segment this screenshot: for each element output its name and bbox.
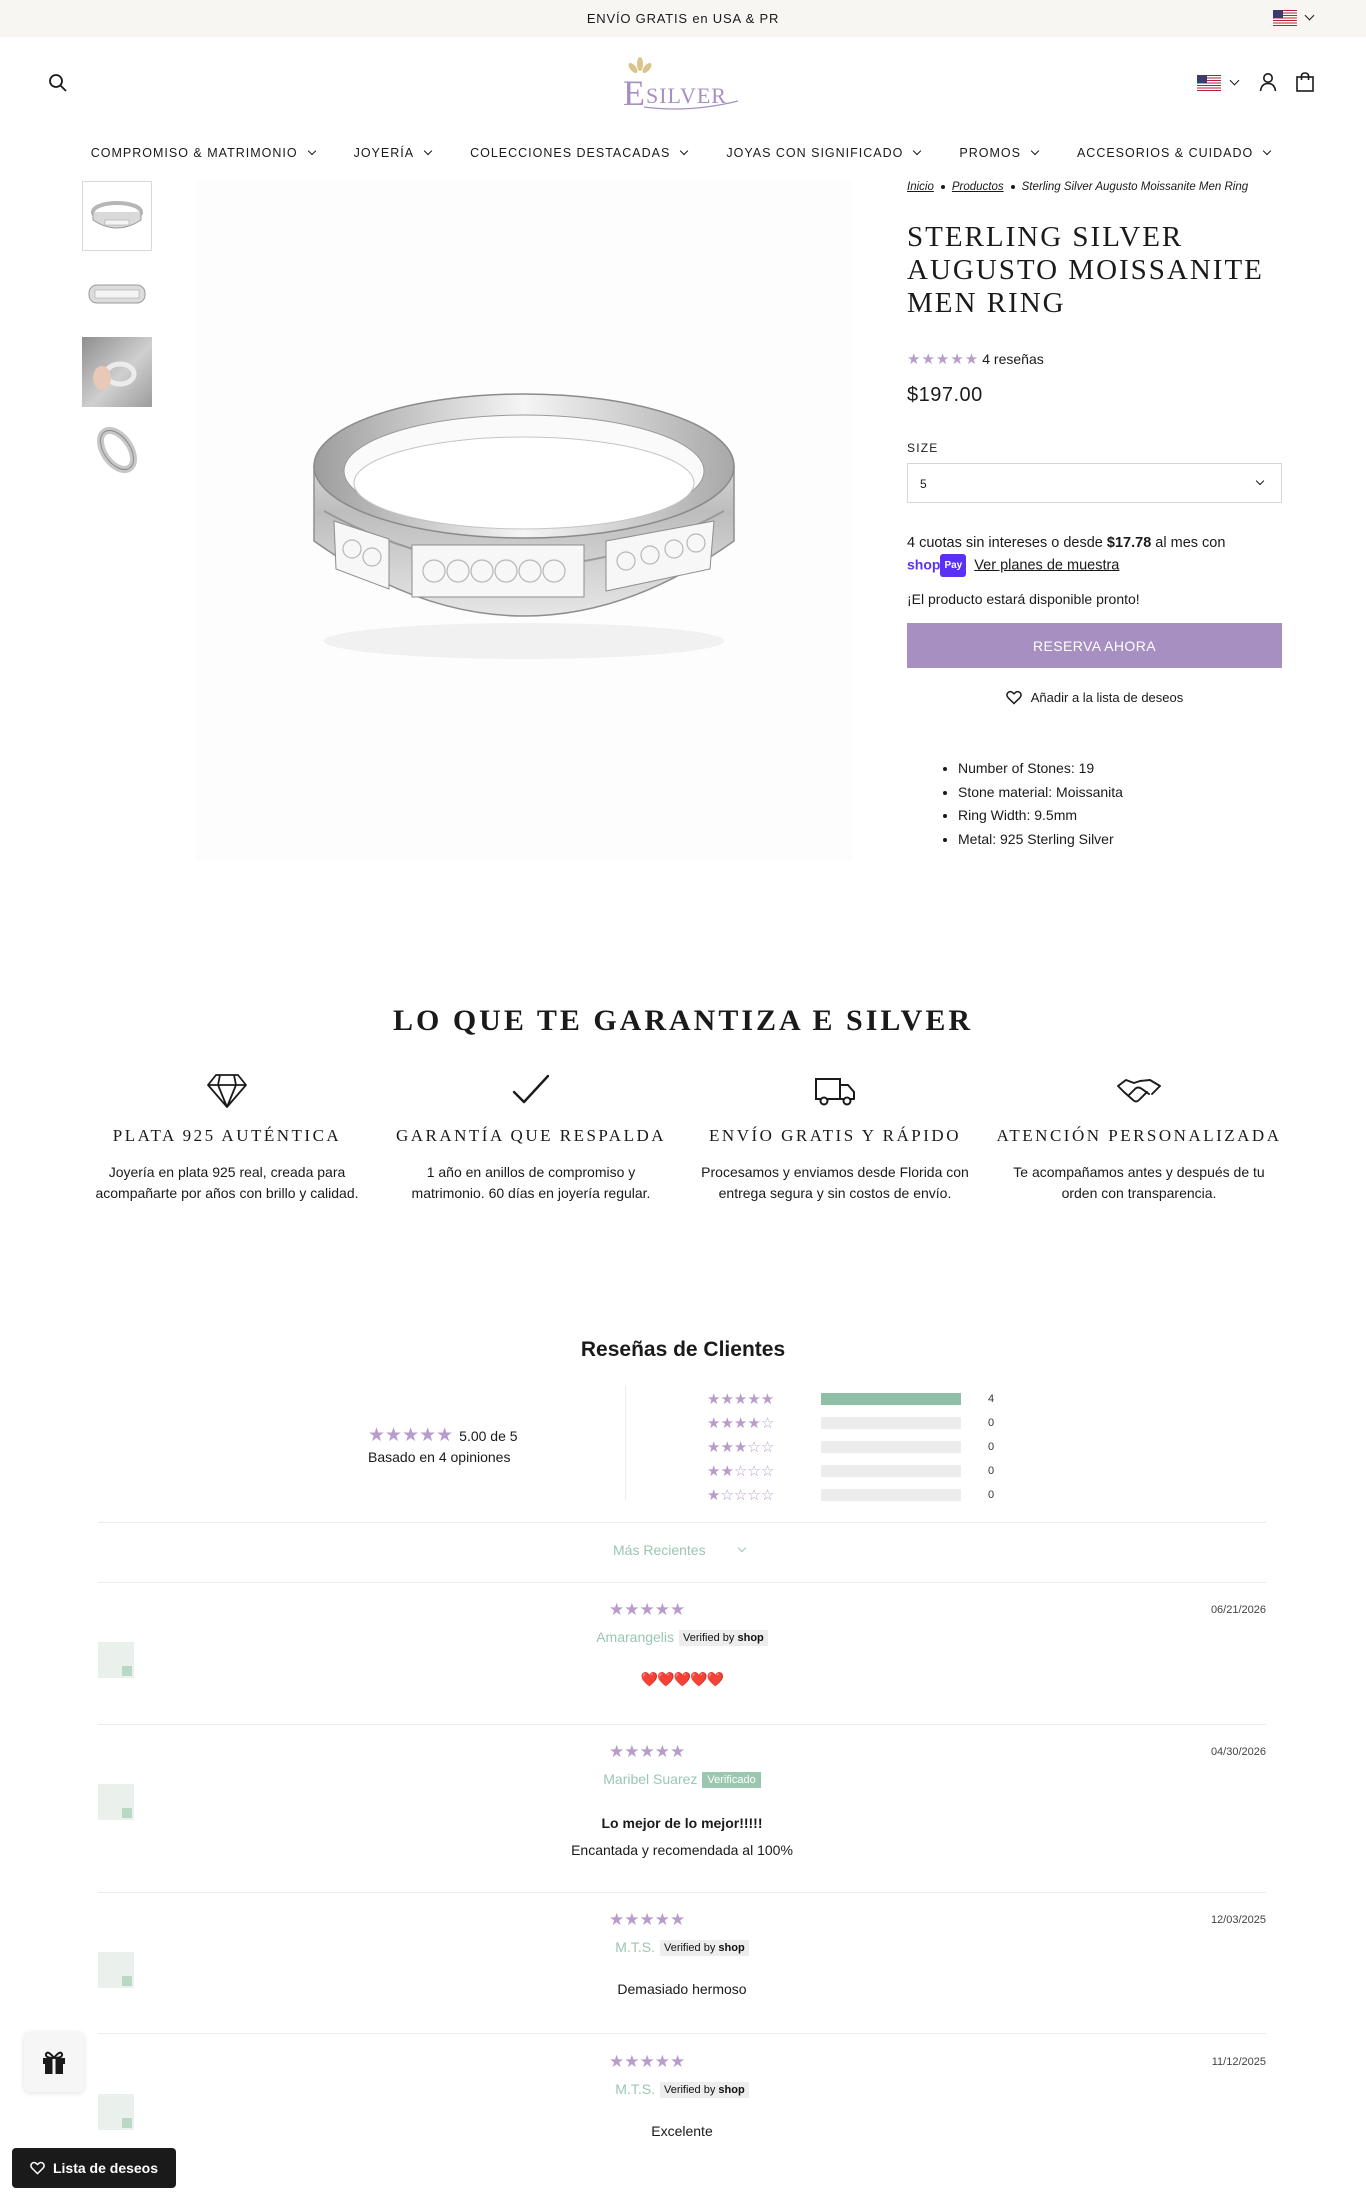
product-thumbnails (82, 181, 154, 493)
shop-pay-logo-pay: Pay (940, 554, 966, 577)
nav-label: JOYAS CON SIGNIFICADO (726, 146, 904, 160)
rewards-launcher[interactable] (24, 2032, 84, 2092)
spec-item: • Metal: 925 Sterling Silver (958, 828, 1282, 852)
size-select[interactable] (907, 463, 1282, 503)
spec-item: • Number of Stones: 19 (958, 757, 1282, 781)
spec-item: • Stone material: Moissanita (958, 781, 1282, 805)
account-icon[interactable] (1257, 71, 1279, 93)
histogram-bar (821, 1489, 961, 1501)
based-on-count: Basado en 4 opiniones (368, 1449, 511, 1465)
installments-text: 4 cuotas sin intereses o desde (907, 535, 1103, 551)
installments-suffix: al mes con (1155, 535, 1226, 551)
histogram-stars-icon: ★★★☆☆ (707, 1439, 775, 1456)
divider (98, 1892, 1266, 1893)
feature-free-shipping (683, 1072, 987, 1204)
feature-text: Procesamos y enviamos desde Florida con entrega segura y sin costos de envío. (701, 1164, 969, 1201)
site-header (0, 37, 1366, 129)
product-rating[interactable] (907, 350, 1282, 368)
main-nav (0, 142, 1366, 164)
product-specs (907, 757, 1282, 851)
badge-verified-text: Verified by (663, 1942, 716, 1955)
feature-title: ENVÍO GRATIS Y RÁPIDO (709, 1126, 961, 1145)
nav-item-compromiso[interactable] (91, 142, 320, 164)
chevron-down-icon (424, 147, 432, 155)
svg-text:SILVER: SILVER (646, 83, 727, 108)
breadcrumb-home-link[interactable]: Inicio (907, 181, 934, 193)
verified-badge: Verificado (702, 1772, 760, 1788)
svg-text:E: E (623, 73, 645, 111)
availability-notice: ¡El producto estará disponible pronto! (907, 591, 1140, 607)
nav-item-joyeria[interactable] (354, 142, 437, 164)
product-title: STERLING SILVER AUGUSTO MOISSANITE MEN RING (907, 221, 1264, 319)
feature-personal-attention (987, 1072, 1291, 1204)
histogram-bar (821, 1417, 961, 1429)
review-stars-icon: ★★★★★ (609, 1600, 686, 1619)
review-author-line (98, 1629, 1266, 1646)
cart-icon[interactable] (1294, 71, 1316, 93)
histogram-count: 0 (988, 1441, 995, 1453)
breadcrumb-products-link[interactable]: Productos (951, 181, 1004, 193)
product-price: $197.00 (907, 384, 983, 406)
average-rating: 5.00 de 5 (459, 1427, 518, 1444)
histogram-row[interactable] (707, 1483, 994, 1507)
feature-authentic-silver (75, 1072, 379, 1204)
histogram-row[interactable] (707, 1411, 994, 1435)
sort-dropdown[interactable] (613, 1542, 706, 1558)
divider (98, 1522, 1266, 1523)
ring-image (294, 371, 754, 671)
review-body: Excelente (651, 2123, 713, 2139)
nav-item-colecciones[interactable] (470, 142, 692, 164)
add-to-wishlist-button[interactable] (907, 690, 1282, 705)
histogram-bar (821, 1441, 961, 1453)
size-label: SIZE (907, 441, 939, 455)
reviews-title: Reseñas de Clientes (580, 1338, 786, 1361)
ring-thumbnail-image (89, 196, 145, 236)
badge-verified-text: Verified by (663, 2084, 716, 2097)
review-date: 11/12/2025 (1211, 2056, 1266, 2068)
verified-by-shop-badge (660, 2082, 749, 2098)
announcement-text: ENVÍO GRATIS en USA & PR (586, 11, 780, 26)
feature-text: 1 año en anillos de compromiso y matrimonio. 60 días en joyería regular. (411, 1164, 651, 1201)
histogram-stars-icon: ★★★★★ (707, 1391, 775, 1408)
histogram-row[interactable] (707, 1459, 994, 1483)
checkmark-icon (510, 1072, 552, 1110)
breadcrumb-separator (941, 185, 945, 189)
thumbnail-1[interactable] (82, 181, 152, 251)
main-product-image[interactable] (196, 181, 852, 861)
badge-shop-text: shop (737, 1632, 764, 1645)
installments-amount: $17.78 (1106, 535, 1152, 551)
us-flag-icon (1197, 75, 1221, 91)
review-author: M.T.S. (615, 2081, 655, 2097)
heart-icon (30, 2161, 45, 2175)
chevron-down-icon (1256, 477, 1264, 485)
rating-histogram (707, 1387, 994, 1507)
country-selector[interactable] (1273, 9, 1297, 27)
verified-by-shop-badge (660, 1940, 749, 1956)
nav-label: ACCESORIOS & CUIDADO (1076, 146, 1254, 160)
search-icon[interactable] (48, 73, 68, 93)
size-select-value: 5 (920, 477, 927, 491)
chevron-down-icon (1263, 147, 1271, 155)
histogram-stars-icon: ★☆☆☆☆ (707, 1487, 775, 1504)
review-author: Amarangelis (596, 1629, 675, 1645)
review-item (98, 1600, 1266, 1720)
histogram-row[interactable] (707, 1435, 994, 1459)
feature-title: PLATA 925 AUTÉNTICA (112, 1126, 342, 1145)
review-author: Maribel Suarez (603, 1771, 698, 1787)
breadcrumb (907, 181, 1282, 193)
guarantee-title: LO QUE TE GARANTIZA E SILVER (393, 1004, 973, 1037)
review-stars-icon: ★★★★★ (609, 2052, 686, 2071)
feature-warranty (379, 1072, 683, 1204)
thumbnail-4[interactable] (82, 415, 152, 485)
chevron-down-icon (307, 147, 315, 155)
esilver-logo[interactable] (620, 55, 746, 111)
histogram-count: 4 (988, 1393, 995, 1405)
chevron-down-icon (1031, 147, 1039, 155)
review-date: 04/30/2026 (1210, 1746, 1266, 1758)
histogram-stars-icon: ★★☆☆☆ (707, 1463, 775, 1480)
sort-label: Más Recientes (613, 1542, 706, 1558)
histogram-count: 0 (988, 1417, 995, 1429)
nav-item-accesorios[interactable] (1077, 142, 1275, 164)
ring-thumbnail-image (87, 279, 147, 309)
badge-shop-text: shop (718, 1942, 745, 1955)
histogram-count: 0 (988, 1489, 995, 1501)
review-body: Encantada y recomendada al 100% (571, 1842, 793, 1858)
gift-icon (40, 2048, 68, 2076)
diamond-icon (206, 1072, 248, 1110)
product-info (907, 181, 1282, 851)
breadcrumb-separator (1011, 185, 1015, 189)
nav-item-joyas-significado[interactable] (726, 142, 925, 164)
header-country-selector[interactable] (1197, 74, 1221, 92)
chevron-down-icon (738, 1544, 746, 1552)
badge-shop-text: shop (718, 2084, 745, 2097)
verified-by-shop-badge (679, 1630, 768, 1646)
us-flag-icon (1273, 10, 1297, 26)
chevron-down-icon (680, 147, 688, 155)
feature-title: ATENCIÓN PERSONALIZADA (996, 1126, 1282, 1145)
review-body: ❤️❤️❤️❤️❤️ (640, 1671, 724, 1687)
review-title: Lo mejor de lo mejor!!!!! (601, 1815, 763, 1831)
sample-plans-link[interactable]: Ver planes de muestra (974, 557, 1120, 574)
review-date: 06/21/2026 (1210, 1604, 1266, 1616)
feature-text: Te acompañamos antes y después de tu orden con transparencia. (1013, 1164, 1265, 1201)
announcement-bar (0, 0, 1366, 37)
installments-info (907, 533, 1282, 577)
review-item (98, 1742, 1266, 1882)
wishlist-floating-label: Lista de deseos (52, 2160, 159, 2176)
divider (98, 1724, 1266, 1725)
summary-stars-icon: ★★★★★ (368, 1425, 454, 1446)
review-item (98, 1910, 1266, 2030)
nav-label: JOYERÍA (353, 146, 415, 160)
badge-verified-text: Verified by (683, 1632, 735, 1645)
review-author-line (98, 1771, 1266, 1788)
histogram-bar (821, 1465, 961, 1477)
review-author-line (98, 2081, 1266, 2098)
review-item (98, 2052, 1266, 2172)
chevron-down-icon (1230, 76, 1240, 86)
histogram-stars-icon: ★★★★☆ (707, 1415, 775, 1432)
review-date: 12/03/2025 (1210, 1914, 1266, 1926)
chevron-down-icon (913, 147, 921, 155)
truck-icon (813, 1072, 857, 1110)
spec-item: • Ring Width: 9.5mm (958, 804, 1282, 828)
histogram-bar-fill (821, 1393, 961, 1405)
thumbnail-2[interactable] (82, 259, 152, 329)
thumbnail-3[interactable] (82, 337, 152, 407)
review-count-link[interactable]: 4 reseñas (982, 351, 1044, 367)
shop-pay-logo-shop: shop (907, 556, 941, 573)
feature-title: GARANTÍA QUE RESPALDA (395, 1126, 667, 1145)
rating-stars-icon: ★★★★★ (907, 351, 980, 368)
histogram-bar (821, 1393, 961, 1405)
nav-label: COMPROMISO & MATRIMONIO (90, 146, 298, 160)
divider (98, 1582, 1266, 1583)
histogram-count: 0 (988, 1465, 995, 1477)
review-body: Demasiado hermoso (617, 1981, 747, 1997)
wishlist-floating-button[interactable] (12, 2148, 176, 2188)
review-author-line (98, 1939, 1266, 1956)
review-stars-icon: ★★★★★ (609, 1910, 686, 1929)
histogram-row[interactable] (707, 1387, 994, 1411)
ring-thumbnail-image (92, 422, 142, 478)
handshake-icon (1116, 1072, 1162, 1110)
review-author: M.T.S. (615, 1939, 655, 1955)
review-stars-icon: ★★★★★ (609, 1742, 686, 1761)
reviews-summary (368, 1424, 518, 1465)
breadcrumb-current: Sterling Silver Augusto Moissanite Men Ring (1021, 181, 1249, 193)
feature-text: Joyería en plata 925 real, creada para acompañarte por años con brillo y calidad. (95, 1164, 359, 1201)
nav-item-promos[interactable] (959, 142, 1043, 164)
ring-hand-thumbnail-image (92, 352, 142, 392)
add-to-wishlist-label: Añadir a la lista de deseos (1030, 690, 1184, 705)
reserve-now-button[interactable]: RESERVA AHORA (907, 623, 1282, 668)
nav-label: PROMOS (959, 146, 1021, 160)
summary-divider (625, 1386, 626, 1500)
heart-icon (1006, 690, 1022, 705)
guarantee-features (75, 1072, 1291, 1204)
nav-label: COLECCIONES DESTACADAS (470, 146, 671, 160)
divider (98, 2033, 1266, 2034)
